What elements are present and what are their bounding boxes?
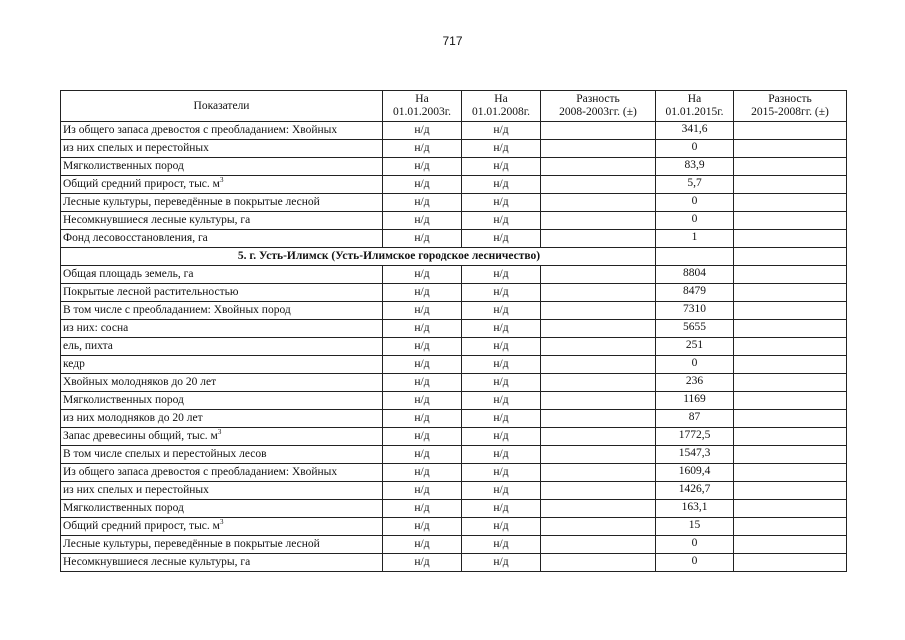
value-2003-cell-text: н/д xyxy=(414,196,430,208)
table-row xyxy=(61,374,847,392)
indicator-cell xyxy=(61,266,383,284)
indicator-cell-text: Из общего запаса древостоя с преобладанием: Хвойных xyxy=(63,124,338,136)
indicator-cell xyxy=(61,536,383,554)
value-2008-cell xyxy=(462,158,541,176)
difference-2008-2003-cell xyxy=(541,194,656,212)
section-title-text: 5. г. Усть-Илимск (Усть-Илимское городское лесничество) xyxy=(237,250,541,262)
value-2015-cell xyxy=(656,500,734,518)
value-2008-cell-text: н/д xyxy=(493,394,509,406)
difference-2008-2003-cell xyxy=(541,302,656,320)
value-2003-cell xyxy=(383,446,462,464)
header-diff1-bottom: 2008-2003гг. (±) xyxy=(559,106,637,118)
value-2015-cell-text: 87 xyxy=(688,411,701,423)
value-2003-cell-text: н/д xyxy=(414,358,430,370)
value-2008-cell-text: н/д xyxy=(493,448,509,460)
difference-2008-2003-cell xyxy=(541,140,656,158)
value-2008-cell-text: н/д xyxy=(493,268,509,280)
value-2015-cell-text: 251 xyxy=(685,339,704,351)
value-2003-cell xyxy=(383,374,462,392)
difference-2015-2008-cell xyxy=(734,392,847,410)
page-number: 717 xyxy=(442,34,463,48)
value-2008-cell-text: н/д xyxy=(493,358,509,370)
value-2003-cell-text: н/д xyxy=(414,286,430,298)
indicator-cell xyxy=(61,302,383,320)
value-2008-cell xyxy=(462,536,541,554)
indicator-cell xyxy=(61,374,383,392)
indicator-cell-text: Общий средний прирост, тыс. м xyxy=(63,520,220,532)
indicator-cell xyxy=(61,518,383,536)
value-2015-cell-text: 83,9 xyxy=(684,159,705,171)
indicator-cell xyxy=(61,284,383,302)
value-2008-cell xyxy=(462,518,541,536)
value-2015-cell-text: 1 xyxy=(691,231,698,243)
value-2015-cell xyxy=(656,194,734,212)
value-2003-cell-text: н/д xyxy=(414,412,430,424)
indicator-cell xyxy=(61,212,383,230)
difference-2015-2008-cell xyxy=(734,500,847,518)
value-2015-cell-text: 1772,5 xyxy=(678,429,711,441)
indicator-cell-text: В том числе с преобладанием: Хвойных пород xyxy=(63,304,291,316)
difference-2015-2008-cell xyxy=(734,158,847,176)
value-2003-cell xyxy=(383,500,462,518)
value-2008-cell-text: н/д xyxy=(493,160,509,172)
table-row xyxy=(61,482,847,500)
difference-2015-2008-cell xyxy=(734,338,847,356)
indicator-cell-text: Лесные культуры, переведённые в покрытые лесной xyxy=(63,538,320,550)
header-difference-2015-2008 xyxy=(734,91,847,122)
value-2015-cell xyxy=(656,230,734,248)
value-2003-cell-text: н/д xyxy=(414,394,430,406)
header-2003 xyxy=(383,91,462,122)
indicator-cell-text: из них молодняков до 20 лет xyxy=(63,412,203,424)
indicator-cell-text: кедр xyxy=(63,358,85,370)
value-2003-cell xyxy=(383,284,462,302)
header-2008-bottom: 01.01.2008г. xyxy=(471,106,531,118)
table-row xyxy=(61,212,847,230)
value-2015-cell-text: 1609,4 xyxy=(678,465,711,477)
difference-2015-2008-cell xyxy=(734,194,847,212)
value-2008-cell-text: н/д xyxy=(493,214,509,226)
value-2008-cell-text: н/д xyxy=(493,196,509,208)
difference-2008-2003-cell xyxy=(541,536,656,554)
value-2015-cell xyxy=(656,374,734,392)
value-2008-cell xyxy=(462,356,541,374)
value-2003-cell-text: н/д xyxy=(414,430,430,442)
value-2015-cell-text: 8479 xyxy=(683,285,706,297)
difference-2008-2003-cell xyxy=(541,446,656,464)
value-2003-cell-text: н/д xyxy=(414,178,430,190)
table-row xyxy=(61,302,847,320)
value-2015-cell-text: 0 xyxy=(691,213,698,225)
header-2015-bottom: 01.01.2015г. xyxy=(665,106,724,118)
value-2015-cell xyxy=(656,428,734,446)
section-title xyxy=(61,248,656,266)
indicator-cell-text: Общий средний прирост, тыс. м xyxy=(63,178,220,190)
difference-2015-2008-cell xyxy=(734,140,847,158)
value-2008-cell xyxy=(462,446,541,464)
difference-2008-2003-cell xyxy=(541,230,656,248)
table-row xyxy=(61,554,847,572)
value-2008-cell xyxy=(462,194,541,212)
value-2003-cell xyxy=(383,428,462,446)
unit-superscript: 3 xyxy=(217,428,222,436)
indicator-cell xyxy=(61,410,383,428)
value-2008-cell-text: н/д xyxy=(493,412,509,424)
header-2008 xyxy=(462,91,541,122)
difference-2015-2008-cell xyxy=(734,518,847,536)
value-2008-cell xyxy=(462,338,541,356)
value-2008-cell-text: н/д xyxy=(493,286,509,298)
indicator-cell xyxy=(61,338,383,356)
table-row xyxy=(61,500,847,518)
value-2008-cell xyxy=(462,302,541,320)
value-2003-cell-text: н/д xyxy=(414,538,430,550)
value-2015-cell xyxy=(656,158,734,176)
indicator-cell xyxy=(61,554,383,572)
difference-2008-2003-cell xyxy=(541,410,656,428)
indicator-cell-text: Запас древесины общий, тыс. м xyxy=(63,430,218,442)
value-2008-cell xyxy=(462,500,541,518)
header-2008-top: На xyxy=(494,93,508,105)
value-2003-cell-text: н/д xyxy=(414,520,430,532)
header-2015-top: На xyxy=(687,93,702,105)
value-2015-cell xyxy=(656,140,734,158)
indicator-cell xyxy=(61,194,383,212)
value-2003-cell-text: н/д xyxy=(414,142,430,154)
value-2003-cell-text: н/д xyxy=(414,340,430,352)
table-row xyxy=(61,338,847,356)
value-2008-cell xyxy=(462,482,541,500)
indicator-cell xyxy=(61,482,383,500)
header-indicators xyxy=(61,91,383,122)
value-2008-cell-text: н/д xyxy=(493,124,509,136)
table-row xyxy=(61,230,847,248)
table-row xyxy=(61,140,847,158)
value-2015-cell xyxy=(656,464,734,482)
value-2003-cell xyxy=(383,482,462,500)
difference-2008-2003-cell xyxy=(541,374,656,392)
value-2003-cell xyxy=(383,158,462,176)
header-difference-2008-2003 xyxy=(541,91,656,122)
value-2015-cell xyxy=(656,392,734,410)
value-2015-cell xyxy=(656,176,734,194)
value-2015-cell-text: 0 xyxy=(691,141,698,153)
value-2008-cell-text: н/д xyxy=(493,556,509,568)
value-2003-cell-text: н/д xyxy=(414,448,430,460)
value-2003-cell xyxy=(383,140,462,158)
difference-2015-2008-cell xyxy=(734,446,847,464)
table-row xyxy=(61,536,847,554)
value-2003-cell xyxy=(383,212,462,230)
value-2008-cell-text: н/д xyxy=(493,340,509,352)
difference-2008-2003-cell xyxy=(541,122,656,140)
indicator-cell xyxy=(61,356,383,374)
table-row xyxy=(61,446,847,464)
value-2003-cell xyxy=(383,338,462,356)
difference-2015-2008-cell xyxy=(734,410,847,428)
header-row xyxy=(61,91,847,122)
indicator-cell-text: Мягколиственных пород xyxy=(63,502,184,514)
value-2015-cell xyxy=(656,338,734,356)
difference-2008-2003-cell xyxy=(541,158,656,176)
indicator-cell-text: из них: сосна xyxy=(63,322,129,334)
indicator-cell xyxy=(61,500,383,518)
value-2003-cell xyxy=(383,194,462,212)
value-2003-cell xyxy=(383,410,462,428)
value-2015-cell-text: 15 xyxy=(688,519,701,531)
indicator-cell-text: Из общего запаса древостоя с преобладанием: Хвойных xyxy=(63,466,338,478)
value-2003-cell-text: н/д xyxy=(414,304,430,316)
value-2015-cell-text: 0 xyxy=(691,357,698,369)
value-2003-cell-text: н/д xyxy=(414,502,430,514)
header-indicators-label: Показатели xyxy=(193,99,250,112)
value-2015-cell xyxy=(656,122,734,140)
value-2015-cell-text: 163,1 xyxy=(681,501,708,513)
indicator-cell xyxy=(61,320,383,338)
header-2003-bottom: 01.01.2003г. xyxy=(392,106,452,118)
indicator-cell-text: В том числе спелых и перестойных лесов xyxy=(63,448,267,460)
difference-2008-2003-cell xyxy=(541,284,656,302)
difference-2015-2008-cell xyxy=(734,374,847,392)
value-2008-cell-text: н/д xyxy=(493,538,509,550)
value-2008-cell-text: н/д xyxy=(493,484,509,496)
table-header xyxy=(61,91,847,122)
value-2015-cell-text: 341,6 xyxy=(681,123,708,135)
table-row xyxy=(61,518,847,536)
value-2003-cell xyxy=(383,302,462,320)
value-2015-cell xyxy=(656,212,734,230)
difference-2015-2008-cell xyxy=(734,266,847,284)
section-row xyxy=(61,248,847,266)
value-2015-cell-text: 0 xyxy=(691,537,698,549)
indicator-cell xyxy=(61,428,383,446)
table-body xyxy=(61,122,847,572)
value-2003-cell-text: н/д xyxy=(414,160,430,172)
value-2008-cell xyxy=(462,374,541,392)
table-row xyxy=(61,464,847,482)
indicator-cell xyxy=(61,140,383,158)
value-2015-cell-text: 5,7 xyxy=(687,177,702,189)
indicator-cell-text: Покрытые лесной растительностью xyxy=(63,286,239,298)
difference-2015-2008-cell xyxy=(734,554,847,572)
value-2003-cell-text: н/д xyxy=(414,214,430,226)
value-2008-cell-text: н/д xyxy=(493,304,509,316)
difference-2015-2008-cell xyxy=(734,464,847,482)
header-diff1-top: Разность xyxy=(576,93,620,105)
indicator-cell-text: Несомкнувшиеся лесные культуры, га xyxy=(63,556,251,568)
difference-2008-2003-cell xyxy=(541,212,656,230)
value-2015-cell-text: 5655 xyxy=(683,321,706,333)
forest-statistics-table xyxy=(60,90,847,572)
difference-2015-2008-cell xyxy=(734,482,847,500)
header-2003-top: На xyxy=(415,93,429,105)
value-2003-cell xyxy=(383,536,462,554)
indicator-cell-text: ель, пихта xyxy=(63,340,113,352)
value-2008-cell xyxy=(462,392,541,410)
value-2003-cell xyxy=(383,320,462,338)
indicator-cell xyxy=(61,176,383,194)
indicator-cell-text: Лесные культуры, переведённые в покрытые лесной xyxy=(63,196,320,208)
value-2008-cell xyxy=(462,284,541,302)
value-2008-cell xyxy=(462,176,541,194)
value-2008-cell-text: н/д xyxy=(493,520,509,532)
value-2015-cell xyxy=(656,482,734,500)
value-2003-cell xyxy=(383,176,462,194)
value-2008-cell xyxy=(462,140,541,158)
value-2015-cell-text: 0 xyxy=(691,555,698,567)
value-2015-cell xyxy=(656,356,734,374)
indicator-cell-text: Общая площадь земель, га xyxy=(63,268,194,280)
difference-2008-2003-cell xyxy=(541,392,656,410)
difference-2008-2003-cell xyxy=(541,518,656,536)
difference-2015-2008-cell xyxy=(734,302,847,320)
section-empty-difference-cell xyxy=(734,248,847,266)
indicator-cell xyxy=(61,446,383,464)
indicator-cell xyxy=(61,122,383,140)
value-2015-cell xyxy=(656,410,734,428)
value-2003-cell xyxy=(383,464,462,482)
value-2015-cell-text: 236 xyxy=(685,375,704,387)
value-2008-cell-text: н/д xyxy=(493,142,509,154)
value-2015-cell xyxy=(656,284,734,302)
value-2015-cell xyxy=(656,266,734,284)
value-2003-cell-text: н/д xyxy=(414,484,430,496)
value-2003-cell xyxy=(383,266,462,284)
value-2003-cell xyxy=(383,392,462,410)
indicator-cell xyxy=(61,230,383,248)
value-2008-cell xyxy=(462,320,541,338)
value-2008-cell-text: н/д xyxy=(493,178,509,190)
indicator-cell xyxy=(61,392,383,410)
value-2003-cell xyxy=(383,122,462,140)
difference-2008-2003-cell xyxy=(541,500,656,518)
indicator-cell xyxy=(61,158,383,176)
indicator-cell-text: Мягколиственных пород xyxy=(63,394,184,406)
table-row xyxy=(61,122,847,140)
difference-2015-2008-cell xyxy=(734,176,847,194)
value-2015-cell xyxy=(656,518,734,536)
indicator-cell-text: Мягколиственных пород xyxy=(63,160,184,172)
indicator-cell-text: из них спелых и перестойных xyxy=(63,484,209,496)
table-row xyxy=(61,176,847,194)
indicator-cell-text: Фонд лесовосстановления, га xyxy=(63,232,208,244)
table-row xyxy=(61,410,847,428)
indicator-cell xyxy=(61,464,383,482)
value-2015-cell-text: 1547,3 xyxy=(678,447,711,459)
table-row xyxy=(61,320,847,338)
value-2008-cell-text: н/д xyxy=(493,376,509,388)
value-2003-cell-text: н/д xyxy=(414,268,430,280)
value-2008-cell xyxy=(462,410,541,428)
value-2003-cell xyxy=(383,518,462,536)
table-row xyxy=(61,158,847,176)
difference-2015-2008-cell xyxy=(734,428,847,446)
difference-2015-2008-cell xyxy=(734,230,847,248)
difference-2008-2003-cell xyxy=(541,320,656,338)
value-2003-cell xyxy=(383,356,462,374)
value-2008-cell xyxy=(462,230,541,248)
value-2015-cell-text: 0 xyxy=(691,195,698,207)
indicator-cell-text: Несомкнувшиеся лесные культуры, га xyxy=(63,214,251,226)
difference-2015-2008-cell xyxy=(734,284,847,302)
unit-superscript: 3 xyxy=(219,518,224,526)
difference-2015-2008-cell xyxy=(734,536,847,554)
value-2008-cell-text: н/д xyxy=(493,466,509,478)
value-2008-cell xyxy=(462,428,541,446)
difference-2008-2003-cell xyxy=(541,428,656,446)
value-2008-cell xyxy=(462,554,541,572)
value-2015-cell-text: 8804 xyxy=(683,267,706,279)
value-2008-cell xyxy=(462,122,541,140)
value-2008-cell xyxy=(462,464,541,482)
table-row xyxy=(61,266,847,284)
difference-2008-2003-cell xyxy=(541,266,656,284)
value-2003-cell xyxy=(383,230,462,248)
table-row xyxy=(61,356,847,374)
value-2003-cell-text: н/д xyxy=(414,376,430,388)
header-diff2-top: Разность xyxy=(768,93,812,105)
value-2003-cell-text: н/д xyxy=(414,556,430,568)
difference-2015-2008-cell xyxy=(734,320,847,338)
section-empty-2015-cell xyxy=(656,248,734,266)
value-2008-cell-text: н/д xyxy=(493,232,509,244)
indicator-cell-text: из них спелых и перестойных xyxy=(63,142,209,154)
difference-2008-2003-cell xyxy=(541,482,656,500)
value-2015-cell xyxy=(656,536,734,554)
value-2015-cell-text: 1169 xyxy=(683,393,706,405)
table-row xyxy=(61,284,847,302)
difference-2008-2003-cell xyxy=(541,338,656,356)
header-diff2-bottom: 2015-2008гг. (±) xyxy=(751,106,829,118)
header-2015 xyxy=(656,91,734,122)
difference-2008-2003-cell xyxy=(541,464,656,482)
value-2003-cell-text: н/д xyxy=(414,322,430,334)
value-2015-cell xyxy=(656,554,734,572)
value-2008-cell xyxy=(462,266,541,284)
value-2008-cell-text: н/д xyxy=(493,322,509,334)
value-2008-cell-text: н/д xyxy=(493,430,509,442)
value-2015-cell xyxy=(656,320,734,338)
value-2008-cell xyxy=(462,212,541,230)
difference-2015-2008-cell xyxy=(734,356,847,374)
value-2003-cell-text: н/д xyxy=(414,232,430,244)
value-2003-cell xyxy=(383,554,462,572)
value-2015-cell xyxy=(656,446,734,464)
unit-superscript: 3 xyxy=(219,176,224,184)
difference-2008-2003-cell xyxy=(541,356,656,374)
difference-2015-2008-cell xyxy=(734,122,847,140)
value-2015-cell-text: 1426,7 xyxy=(678,483,711,495)
value-2015-cell-text: 7310 xyxy=(683,303,706,315)
value-2008-cell-text: н/д xyxy=(493,502,509,514)
value-2003-cell-text: н/д xyxy=(414,124,430,136)
table-row xyxy=(61,428,847,446)
difference-2008-2003-cell xyxy=(541,176,656,194)
table-row xyxy=(61,392,847,410)
value-2003-cell-text: н/д xyxy=(414,466,430,478)
indicator-cell-text: Хвойных молодняков до 20 лет xyxy=(63,376,217,388)
value-2015-cell xyxy=(656,302,734,320)
difference-2008-2003-cell xyxy=(541,554,656,572)
difference-2015-2008-cell xyxy=(734,212,847,230)
table-row xyxy=(61,194,847,212)
